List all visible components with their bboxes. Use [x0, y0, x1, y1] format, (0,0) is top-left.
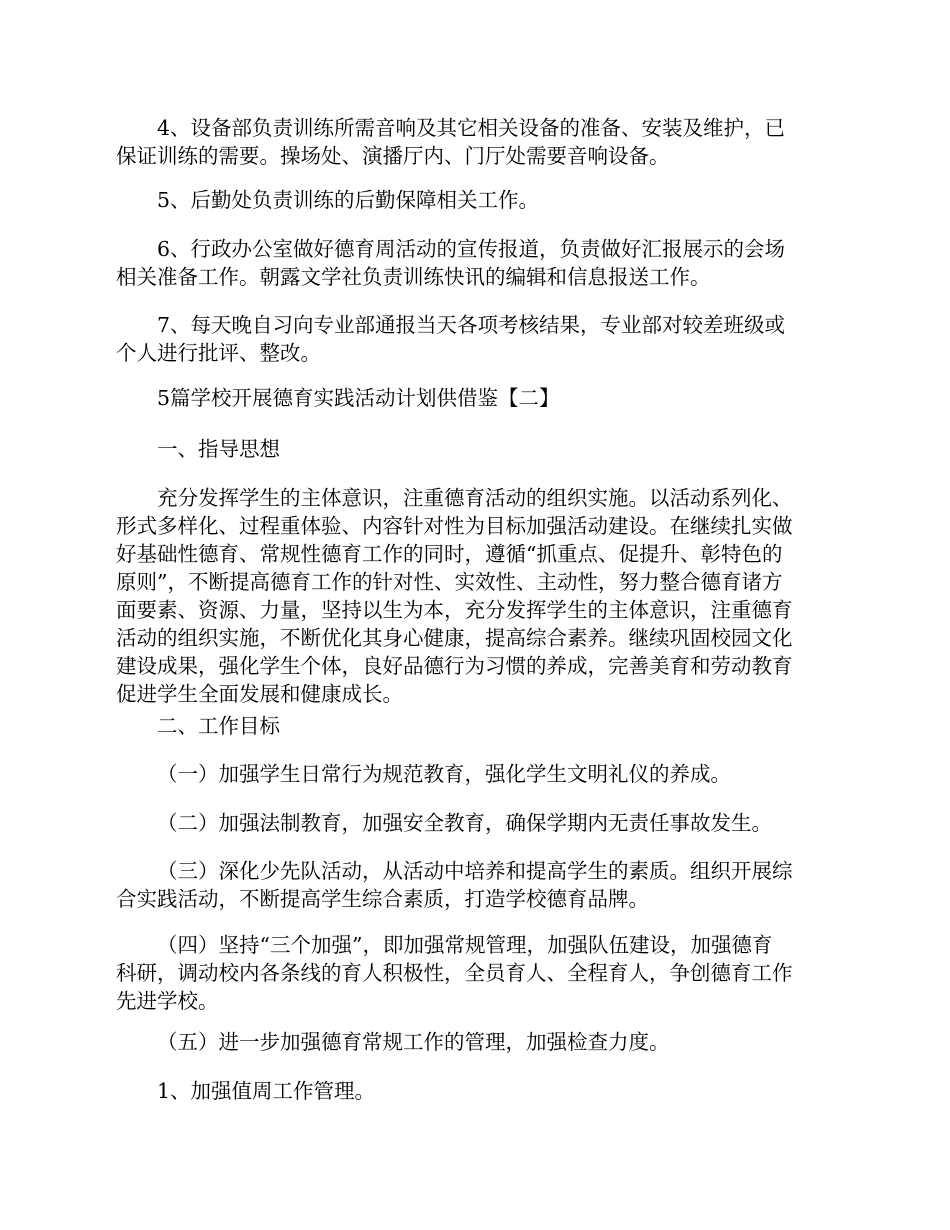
paragraph-logistics [116, 186, 836, 214]
paragraph-goal-1 [116, 760, 836, 788]
text-line: 科研，调动校内各条线的育人积极性，全员育人、全程育人，争创德育工作 [116, 961, 793, 985]
paragraph-duty-week [116, 1077, 836, 1105]
paragraph-goal-5 [116, 1028, 836, 1056]
text-line: 一、指导思想 [157, 437, 280, 461]
text-line: 5、后勤处负责训练的后勤保障相关工作。 [157, 188, 540, 212]
paragraph-admin-office [116, 235, 836, 291]
text-line: 二、工作目标 [157, 714, 280, 738]
text-line: 6、行政办公室做好德育周活动的宣传报道，负责做好汇报展示的会场 [157, 237, 786, 261]
text-line: 4、设备部负责训练所需音响及其它相关设备的准备、安装及维护，已 [157, 116, 786, 140]
heading-work-goals [116, 712, 836, 740]
text-line: 面要素、资源、力量，坚持以生为本，充分发挥学生的主体意识，注重德育 [116, 598, 793, 622]
heading-guiding-ideology [116, 435, 836, 463]
paragraph-goal-4 [116, 931, 836, 1015]
text-line: 个人进行批评、整改。 [116, 341, 321, 365]
text-line: 好基础性德育、常规性德育工作的同时，遵循“抓重点、促提升、彰特色的 [116, 542, 783, 566]
text-line: 1、加强值周工作管理。 [157, 1079, 376, 1103]
text-line: 促进学生全面发展和健康成长。 [116, 682, 403, 706]
text-line: 相关准备工作。朝露文学社负责训练快讯的编辑和信息报送工作。 [116, 265, 711, 289]
section-title [116, 384, 836, 412]
text-line: 合实践活动，不断提高学生综合素质，打造学校德育品牌。 [116, 887, 649, 911]
text-line: 建设成果，强化学生个体，良好品德行为习惯的养成，完善美育和劳动教育 [116, 654, 793, 678]
text-line: 充分发挥学生的主体意识，注重德育活动的组织实施。以活动系列化、 [157, 486, 793, 510]
text-line: 先进学校。 [116, 989, 219, 1013]
text-line: 活动的组织实施，不断优化其身心健康，提高综合素养。继续巩固校园文化 [116, 626, 793, 650]
text-line: （三）深化少先队活动，从活动中培养和提高学生的素质。组织开展综 [157, 859, 793, 883]
text-line: （一）加强学生日常行为规范教育，强化学生文明礼仪的养成。 [157, 762, 731, 786]
text-line: （四）坚持“三个加强”，即加强常规管理，加强队伍建设，加强德育 [157, 933, 773, 957]
paragraph-guiding-ideology [116, 484, 836, 708]
paragraph-equipment-department [116, 114, 836, 170]
paragraph-goal-3 [116, 857, 836, 913]
text-line: 5篇学校开展德育实践活动计划供借鉴【二】 [157, 386, 560, 410]
text-line: （五）进一步加强德育常规工作的管理，加强检查力度。 [157, 1030, 670, 1054]
paragraph-evening-report [116, 311, 836, 367]
text-line: （二）加强法制教育，加强安全教育，确保学期内无责任事故发生。 [157, 811, 772, 835]
paragraph-goal-2 [116, 809, 836, 837]
text-line: 7、每天晚自习向专业部通报当天各项考核结果，专业部对较差班级或 [157, 313, 786, 337]
text-line: 保证训练的需要。操场处、演播厅内、门厅处需要音响设备。 [116, 144, 670, 168]
text-line: 形式多样化、过程重体验、内容针对性为目标加强活动建设。在继续扎实做 [116, 514, 793, 538]
text-line: 原则”，不断提高德育工作的针对性、实效性、主动性，努力整合德育诸方 [116, 570, 783, 594]
